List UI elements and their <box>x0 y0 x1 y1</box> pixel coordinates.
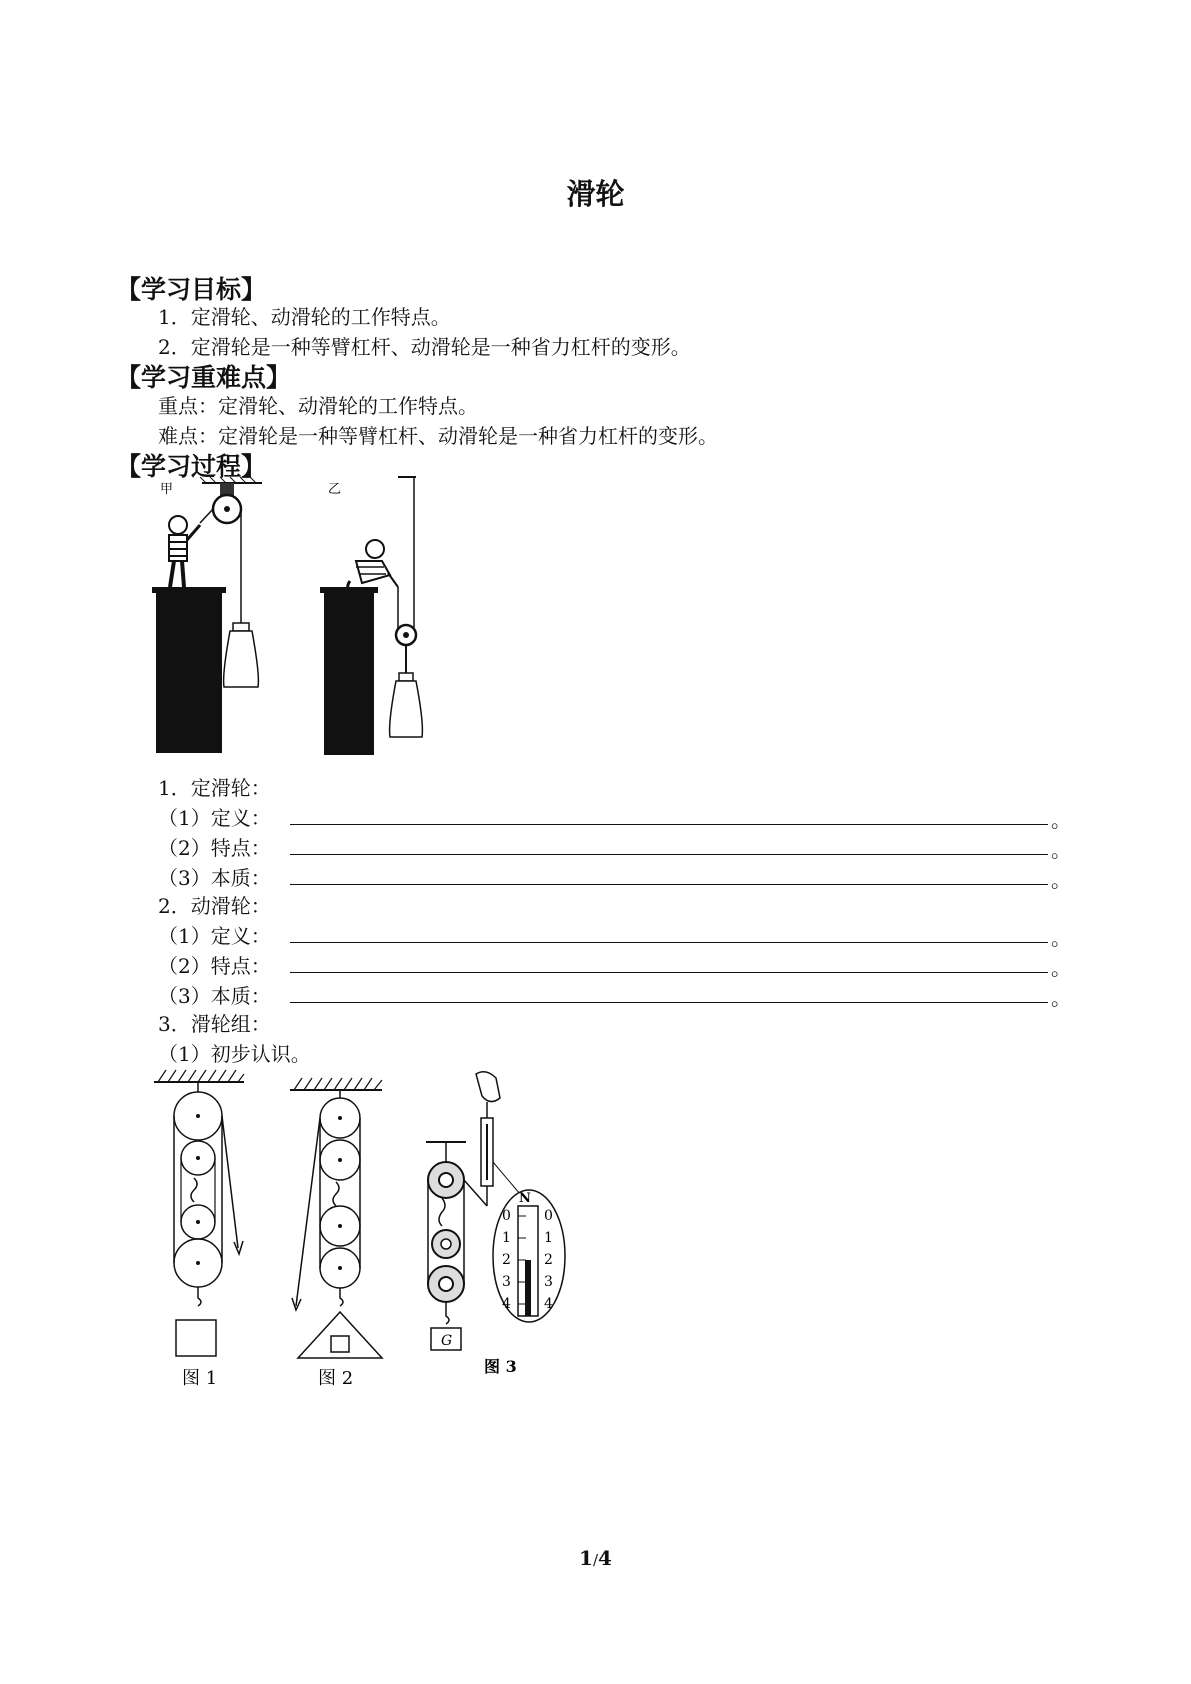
objective-item-1: 1．定滑轮、动滑轮的工作特点。 <box>158 305 451 329</box>
objectives-heading: 【学习目标】 <box>116 275 267 304</box>
fixed-pulley-essence-row <box>158 862 1071 892</box>
fixed-pulley-definition-row <box>158 802 1071 832</box>
pulley-figure-3 <box>426 1072 565 1376</box>
key-points-heading: 【学习重难点】 <box>116 363 292 392</box>
difficult-point-item: 难点：定滑轮是一种等臂杠杆、动滑轮是一种省力杠杆的变形。 <box>158 424 718 448</box>
answer-blank[interactable] <box>290 972 1048 973</box>
row-label: （3）本质： <box>158 866 271 890</box>
row-end-mark: 。 <box>1051 868 1071 892</box>
movable-pulley-essence-row <box>158 980 1071 1010</box>
pulley-figure-2 <box>290 1078 382 1389</box>
row-end-mark: 。 <box>1051 986 1071 1010</box>
answer-blank[interactable] <box>290 942 1048 943</box>
fixed-pulley-title: 1．定滑轮： <box>158 776 271 800</box>
figure-label-jia: 甲 <box>160 482 174 497</box>
figure-yi <box>320 477 422 755</box>
scale-tick-right-4: 4 <box>544 1296 553 1312</box>
answer-blank[interactable] <box>290 1002 1048 1003</box>
row-label: （3）本质： <box>158 984 271 1008</box>
objective-item-2: 2．定滑轮是一种等臂杠杆、动滑轮是一种省力杠杆的变形。 <box>158 335 691 359</box>
figure-caption-2: 图 2 <box>318 1368 354 1389</box>
figure-jia <box>152 477 262 753</box>
figure-label-yi: 乙 <box>328 482 342 497</box>
scale-unit: N <box>519 1191 531 1206</box>
pulley-group-title: 3．滑轮组： <box>158 1012 271 1036</box>
answer-blank[interactable] <box>290 824 1048 825</box>
pulley-figure-1 <box>154 1070 244 1389</box>
scale-tick-left-2: 2 <box>502 1252 511 1268</box>
scale-tick-right-1: 1 <box>544 1230 553 1246</box>
scale-tick-left-1: 1 <box>502 1230 511 1246</box>
row-end-mark: 。 <box>1051 956 1071 980</box>
movable-pulley-feature-row <box>158 950 1071 980</box>
scale-tick-left-3: 3 <box>502 1274 511 1290</box>
pulley-group-sub: （1）初步认识。 <box>158 1042 311 1066</box>
process-heading: 【学习过程】 <box>116 452 267 481</box>
page-total: 4 <box>598 1546 612 1570</box>
figure-caption-1: 图 1 <box>182 1368 218 1389</box>
page-separator: / <box>592 1551 599 1569</box>
figure-caption-3: 图 3 <box>484 1357 517 1376</box>
page-title: 滑轮 <box>566 177 625 211</box>
pulley-illustration-jia-yi <box>150 475 450 765</box>
key-point-item: 重点：定滑轮、动滑轮的工作特点。 <box>158 394 478 418</box>
scale-tick-left-4: 4 <box>502 1296 511 1312</box>
answer-blank[interactable] <box>290 884 1048 885</box>
pulley-group-figures <box>150 1066 650 1396</box>
scale-tick-right-0: 0 <box>544 1208 553 1224</box>
movable-pulley-definition-row <box>158 920 1071 950</box>
answer-blank[interactable] <box>290 854 1048 855</box>
row-end-mark: 。 <box>1051 808 1071 832</box>
page-number <box>0 1546 1191 1570</box>
weight-label: G <box>441 1333 453 1349</box>
row-end-mark: 。 <box>1051 926 1071 950</box>
row-end-mark: 。 <box>1051 838 1071 862</box>
row-label: （1）定义： <box>158 806 271 830</box>
row-label: （2）特点： <box>158 836 271 860</box>
row-label: （1）定义： <box>158 924 271 948</box>
page-current: 1 <box>579 1546 593 1570</box>
load-bag <box>224 631 259 687</box>
fixed-pulley-feature-row <box>158 832 1071 862</box>
row-label: （2）特点： <box>158 954 271 978</box>
scale-tick-left-0: 0 <box>502 1208 511 1224</box>
movable-pulley-title: 2．动滑轮： <box>158 894 271 918</box>
scale-tick-right-2: 2 <box>544 1252 553 1268</box>
scale-tick-right-3: 3 <box>544 1274 553 1290</box>
hand-icon <box>476 1072 500 1102</box>
